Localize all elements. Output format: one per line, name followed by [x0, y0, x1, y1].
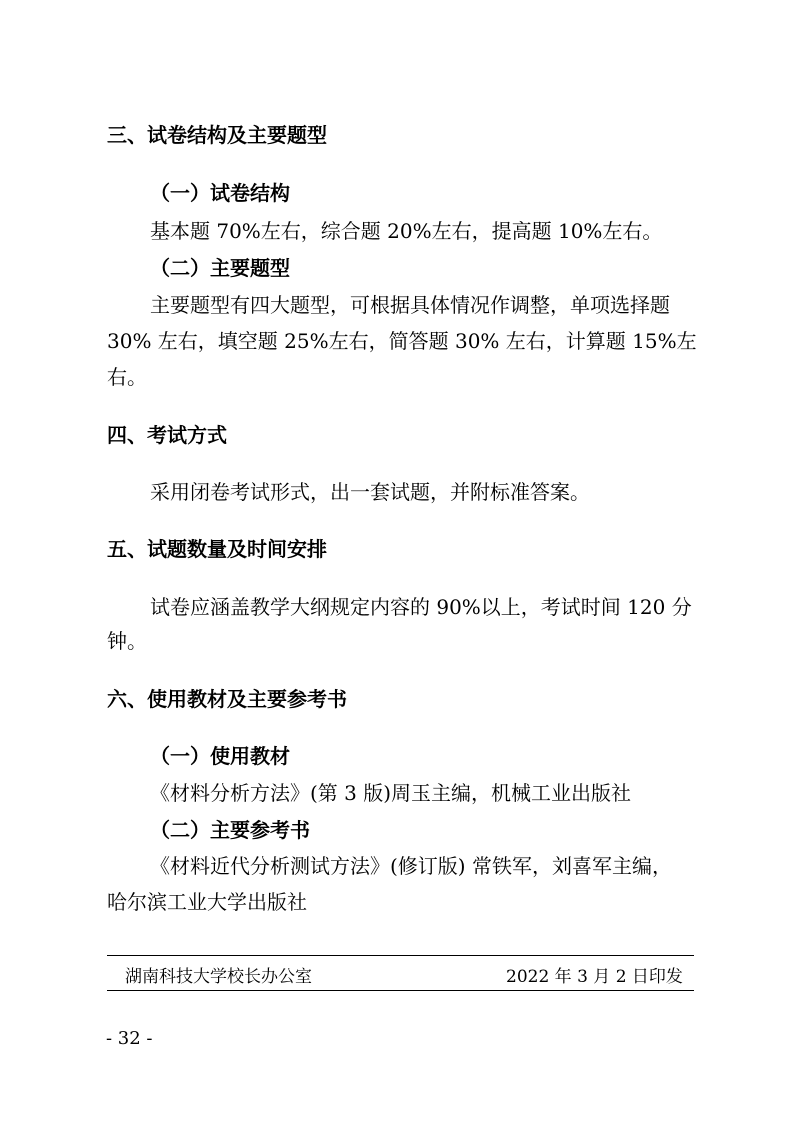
section-3-sub2-text-line3: 右。	[107, 365, 147, 389]
footer-issuer: 湖南科技大学校长办公室	[125, 967, 312, 987]
section-6-sub2-text-line2: 哈尔滨工业大学出版社	[107, 890, 307, 914]
section-3-heading: 三、试卷结构及主要题型	[107, 123, 327, 147]
section-3-sub2-heading: （二）主要题型	[150, 256, 290, 280]
section-5-text-line1: 试卷应涵盖教学大纲规定内容的 90%以上，考试时间 120 分	[150, 595, 692, 619]
section-3-sub2-text-line2: 30% 左右，填空题 25%左右，简答题 30% 左右，计算题 15%左	[107, 329, 697, 353]
section-4-heading: 四、考试方式	[107, 423, 227, 447]
section-6-heading: 六、使用教材及主要参考书	[107, 687, 347, 711]
section-4-text: 采用闭卷考试形式，出一套试题，并附标准答案。	[150, 480, 590, 504]
section-3-sub1-heading: （一）试卷结构	[150, 181, 290, 205]
section-3-sub2-text-line1: 主要题型有四大题型，可根据具体情况作调整，单项选择题	[150, 293, 670, 317]
section-6-sub2-text-line1: 《材料近代分析测试方法》(修订版) 常铁军，刘喜军主编，	[150, 854, 672, 878]
page-number: - 32 -	[106, 1028, 153, 1049]
section-5-heading: 五、试题数量及时间安排	[107, 537, 327, 561]
section-5-text-line2: 钟。	[107, 629, 147, 653]
section-6-sub1-text: 《材料分析方法》(第 3 版)周玉主编，机械工业出版社	[150, 781, 632, 805]
footer-bottom-rule	[107, 990, 694, 991]
section-6-sub1-heading: （一）使用教材	[150, 744, 290, 768]
footer-top-rule	[107, 955, 694, 956]
footer-date: 2022 年 3 月 2 日印发	[506, 967, 683, 987]
section-6-sub2-heading: （二）主要参考书	[150, 818, 310, 842]
section-3-sub1-text: 基本题 70%左右，综合题 20%左右，提高题 10%左右。	[150, 219, 663, 243]
